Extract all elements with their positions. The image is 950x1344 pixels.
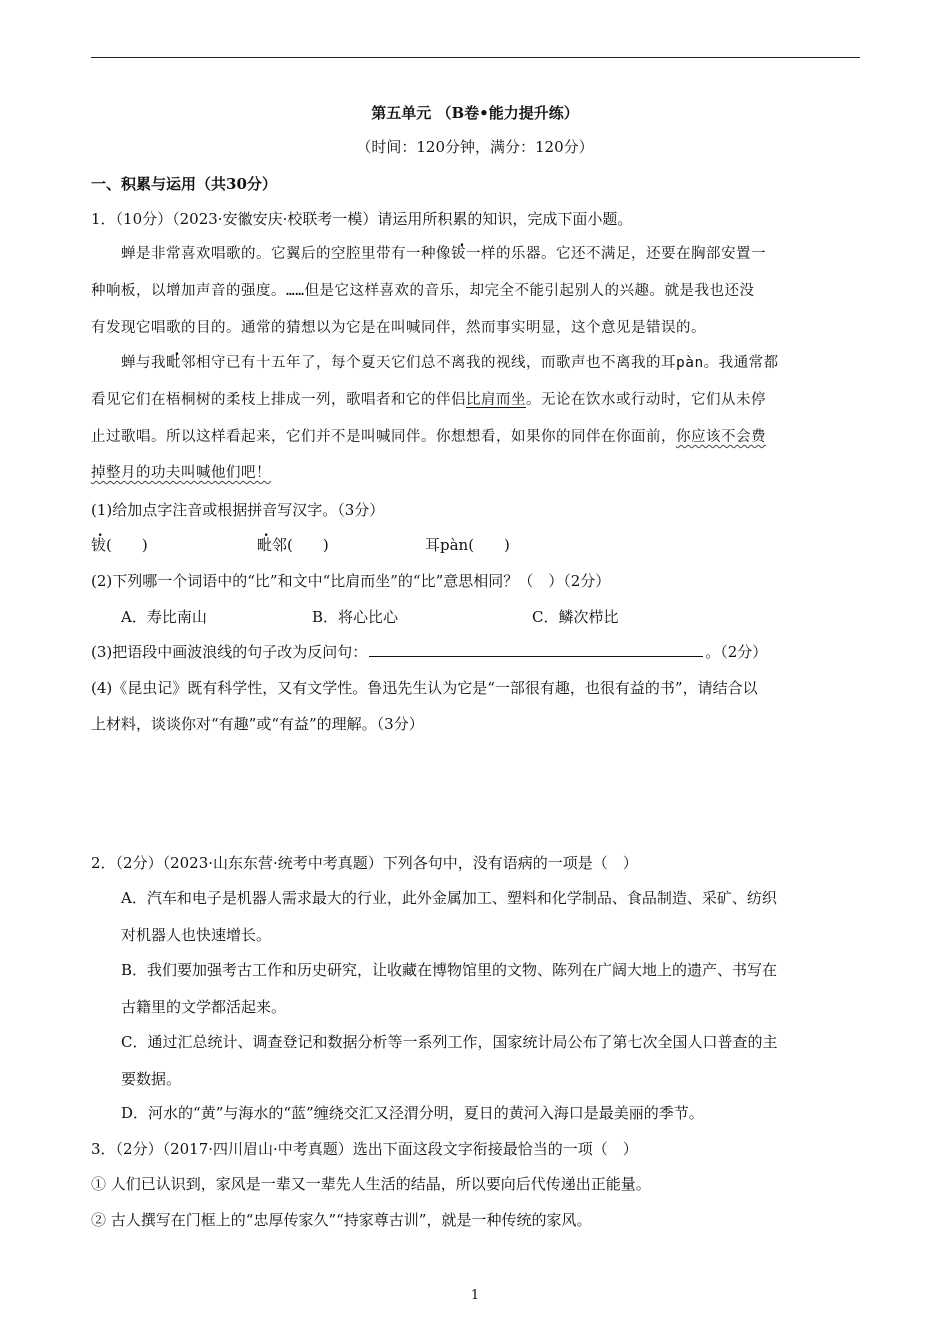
option-b[interactable]: B．将心比心 <box>312 608 399 626</box>
sub1-item-1 <box>91 535 257 555</box>
wavy-sentence: 掉整月的功夫叫喊他们吧！ <box>91 465 271 481</box>
q3-sentence-2: ② 古人撰写在门框上的“忠厚传家久”“持家尊古训”，就是一种传统的家风。 <box>91 1211 592 1229</box>
q1-passage-line-4 <box>121 353 779 373</box>
q1-stem: 1．（10分）（2023·安徽安庆·校联考一模）请运用所积累的知识，完成下面小题。 <box>91 210 633 228</box>
option-a[interactable]: A．寿比南山 <box>121 608 207 626</box>
passage-text: 蝉与我 <box>121 355 166 371</box>
exam-info: （时间：120分钟，满分：120分） <box>356 138 594 156</box>
passage-text: 一样的乐器。它还不满足，还要在胸部安置一 <box>466 246 766 262</box>
q2-option-d[interactable]: D．河水的“黄”与海水的“蓝”缠绕交汇又泾渭分明，夏日的黄河入海口是最美丽的季节。 <box>121 1104 704 1122</box>
q1-passage-line-3: 有发现它唱歌的目的。通常的猜想以为它是在叫喊同伴，然而事实明显，这个意见是错误的。 <box>91 320 706 336</box>
sub1-item-3[interactable]: 耳pàn( ) <box>425 536 510 554</box>
q1-passage-line-5 <box>91 390 766 410</box>
q1-passage-line-7 <box>91 463 271 483</box>
underlined-phrase: 比肩而坐 <box>466 392 526 408</box>
sub3-prompt: (3)把语段中画波浪线的句子改为反问句： <box>91 643 368 661</box>
q1-sub2-prompt: (2)下列哪一个词语中的“比”和文中“比肩而坐”的“比”意思相同？（ ）（2分） <box>91 572 611 590</box>
q3-sentence-1: ① 人们已认识到，家风是一辈又一辈先人生活的结晶，所以要向后代传递出正能量。 <box>91 1175 651 1193</box>
dotted-char: 钹 <box>451 246 466 262</box>
q2-option-a-line-1[interactable]: A．汽车和电子是机器人需求最大的行业，此外金属加工、塑料和化学制品、食品制造、采矿、纺织 <box>121 889 777 907</box>
passage-text: 蝉是非常喜欢唱歌的。它翼后的空腔里带有一种像 <box>121 246 451 262</box>
q1-passage-line-1 <box>121 244 766 264</box>
answer-line[interactable] <box>369 642 703 657</box>
passage-text: 。无论在饮水或行动时，它们从未停 <box>526 392 766 408</box>
header-rule <box>91 57 860 58</box>
q2-option-c-line-2: 要数据。 <box>121 1070 182 1088</box>
q1-sub2-options <box>121 607 618 627</box>
q2-stem: 2．（2分）（2023·山东东营·统考中考真题）下列各句中，没有语病的一项是（ ） <box>91 854 638 872</box>
q1-sub4-line-2: 上材料，谈谈你对“有趣”或“有益”的理解。（3分） <box>91 715 424 733</box>
q2-option-c-line-1[interactable]: C．通过汇总统计、调查登记和数据分析等一系列工作，国家统计局公布了第七次全国人口普查的主 <box>121 1033 778 1051</box>
sub3-end: 。（2分） <box>705 643 768 661</box>
answer-blank[interactable]: ( ) <box>106 536 148 554</box>
dotted-char: 毗 <box>166 355 181 371</box>
q3-stem: 3．（2分）（2017·四川眉山·中考真题）选出下面这段文字衔接最恰当的一项（ ） <box>91 1140 638 1158</box>
q1-sub1-prompt: (1)给加点字注音或根据拼音写汉字。（3分） <box>91 501 385 519</box>
passage-text: 看见它们在梧桐树的柔枝上排成一列，歌唱者和它的伴侣 <box>91 392 466 408</box>
q2-option-b-line-1[interactable]: B．我们要加强考古工作和历史研究，让收藏在博物馆里的文物、陈列在广阔大地上的遗产、书写在 <box>121 961 778 979</box>
sub1-item-2 <box>257 535 425 555</box>
q2-option-b-line-2: 古籍里的文学都活起来。 <box>121 998 287 1016</box>
dotted-char: 钹 <box>91 536 107 554</box>
q1-passage-line-2: 种响板，以增加声音的强度。……但是它这样喜欢的音乐，却完全不能引起别人的兴趣。就是我也还没 <box>91 283 755 299</box>
passage-text: 止过歌唱。所以这样看起来，它们并不是叫喊同伴。你想想看，如果你的同伴在你面前， <box>91 429 676 445</box>
wavy-sentence: 你应该不会费 <box>676 429 766 445</box>
passage-text: 邻相守已有十五年了，每个夏天它们总不离我的视线，而歌声也不离我的耳pàn。我通常都 <box>181 355 779 371</box>
answer-blank[interactable]: 邻( ) <box>272 536 329 554</box>
page-title: 第五单元 （B卷•能力提升练） <box>371 104 579 122</box>
dotted-char: 毗 <box>257 536 273 554</box>
q1-sub1-items <box>91 535 510 555</box>
q1-passage-line-6 <box>91 427 766 447</box>
option-c[interactable]: C．鳞次栉比 <box>532 608 619 626</box>
page-number: 1 <box>470 1288 480 1303</box>
q1-sub3 <box>91 642 767 662</box>
q1-sub4-line-1: (4)《昆虫记》既有科学性，又有文学性。鲁迅先生认为它是“一部很有趣，也很有益的书”，请结合以 <box>91 679 758 697</box>
q2-option-a-line-2: 对机器人也快速增长。 <box>121 926 272 944</box>
section-heading: 一、积累与运用（共30分） <box>91 175 277 193</box>
